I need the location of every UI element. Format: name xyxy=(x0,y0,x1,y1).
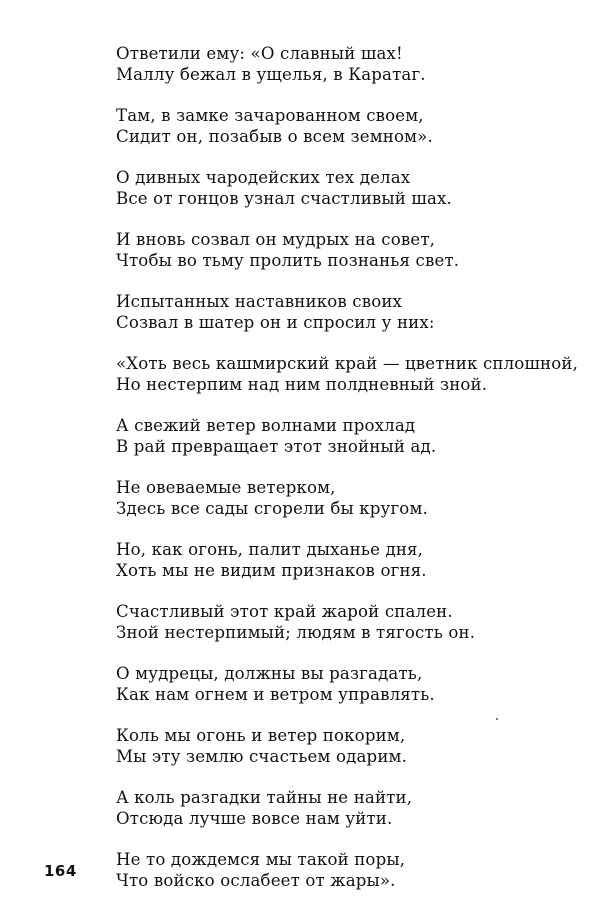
stanza xyxy=(116,168,576,209)
stanza xyxy=(116,726,576,767)
verse-line: Здесь все сады сгорели бы кругом. xyxy=(116,498,428,518)
verse-line: Там, в замке зачарованном своем, xyxy=(116,106,424,125)
verse-line: Хоть мы не видим признаков огня. xyxy=(116,560,427,580)
verse-line: И вновь созвал он мудрых на совет, xyxy=(116,230,436,249)
stanza xyxy=(116,292,576,333)
stanza xyxy=(116,416,576,457)
verse-line: Не овеваемые ветерком, xyxy=(116,478,336,497)
verse-line: Ответили ему: «О славный шах! xyxy=(116,44,403,63)
verse-line: Зной нестерпимый; людям в тягость он. xyxy=(116,622,476,642)
verse-line: Счастливый этот край жарой спален. xyxy=(116,602,453,621)
verse-line: Не то дождемся мы такой поры, xyxy=(116,850,406,869)
verse-line: Что войско ослабеет от жары». xyxy=(116,870,396,890)
verse-line: Отсюда лучше вовсе нам уйти. xyxy=(116,808,393,828)
verse-line: «Хоть весь кашмирский край — цветник сплошной, xyxy=(116,354,579,373)
stanza xyxy=(116,106,576,147)
verse-line: Мы эту землю счастьем одарим. xyxy=(116,746,408,766)
verse-line: А коль разгадки тайны не найти, xyxy=(116,788,413,807)
verse-line: В рай превращает этот знойный ад. xyxy=(116,436,437,456)
stanza xyxy=(116,540,576,581)
verse-line: Маллу бежал в ущелья, в Каратаг. xyxy=(116,64,426,84)
print-speck xyxy=(496,718,498,720)
stanza xyxy=(116,602,576,643)
stanza xyxy=(116,664,576,705)
verse-line: Как нам огнем и ветром управлять. xyxy=(116,684,435,704)
verse-line: Созвал в шатер он и спросил у них: xyxy=(116,312,435,332)
stanza xyxy=(116,850,576,891)
page-number: 164 xyxy=(44,862,77,880)
verse-line: Но, как огонь, палит дыханье дня, xyxy=(116,540,424,559)
verse-line: А свежий ветер волнами прохлад xyxy=(116,416,416,435)
verse-line: Все от гонцов узнал счастливый шах. xyxy=(116,188,452,208)
verse-line: Но нестерпим над ним полдневный зной. xyxy=(116,374,488,394)
stanza xyxy=(116,44,576,85)
poem-text xyxy=(116,44,579,912)
stanza xyxy=(116,230,576,271)
verse-line: Сидит он, позабыв о всем земном». xyxy=(116,126,433,146)
verse-line: Чтобы во тьму пролить познанья свет. xyxy=(116,250,460,270)
verse-line: Коль мы огонь и ветер покорим, xyxy=(116,726,406,745)
stanza xyxy=(116,478,576,519)
verse-line: О мудрецы, должны вы разгадать, xyxy=(116,664,423,683)
verse-line: Испытанных наставников своих xyxy=(116,292,403,311)
verse-line: О дивных чародейских тех делах xyxy=(116,168,411,187)
stanza xyxy=(116,354,579,395)
stanza xyxy=(116,788,576,829)
